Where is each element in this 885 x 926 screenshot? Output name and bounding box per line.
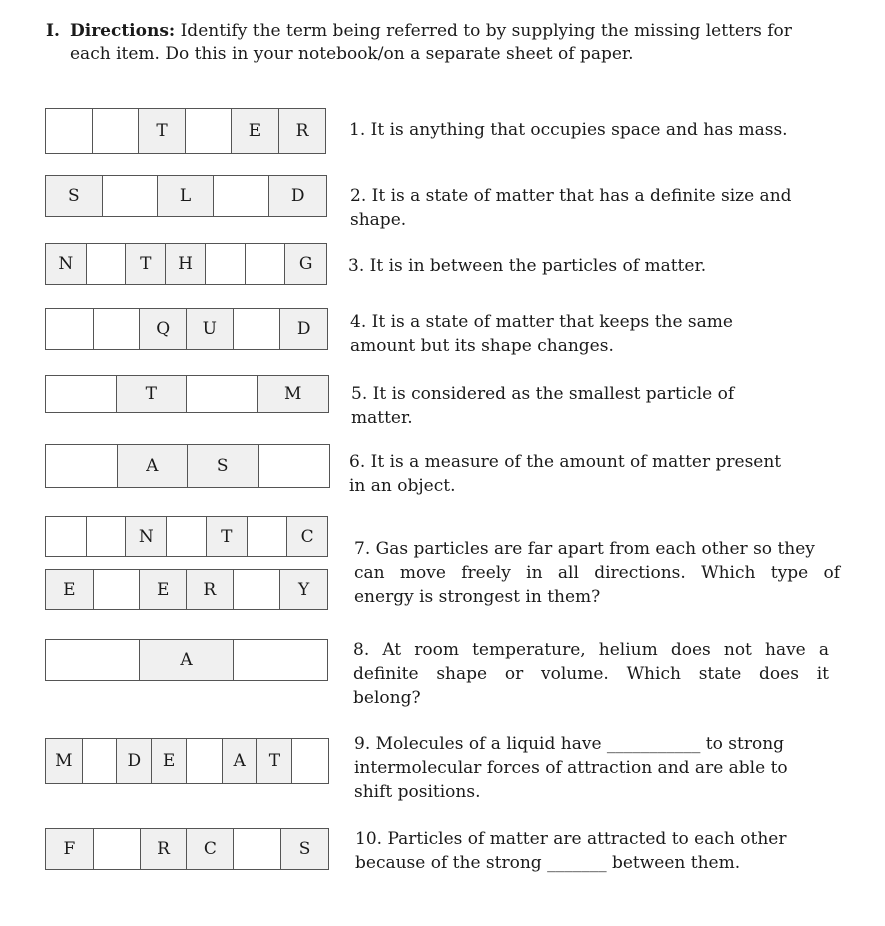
- letter-box[interactable]: [46, 109, 93, 153]
- question-line: amount but its shape changes.: [350, 336, 614, 356]
- letter-box: D: [280, 309, 327, 349]
- question-4: [350, 310, 830, 358]
- directions: [46, 20, 846, 66]
- letter-box: U: [187, 309, 234, 349]
- letter-box[interactable]: [187, 739, 223, 783]
- letter-box: R: [141, 829, 188, 869]
- question-line: energy is strongest in them?: [354, 587, 601, 607]
- question-line: 4. It is a state of matter that keeps the same: [350, 312, 733, 332]
- letter-box: N: [46, 244, 87, 284]
- letter-grid-9: [45, 738, 329, 784]
- letter-grid-7a: [45, 516, 328, 557]
- question-line: belong?: [353, 688, 421, 708]
- letter-box[interactable]: [187, 376, 258, 412]
- question-line: 5. It is considered as the smallest particle of: [351, 384, 735, 404]
- letter-grid-6: [45, 444, 330, 488]
- letter-box: F: [46, 829, 94, 869]
- letter-box: L: [158, 176, 214, 216]
- letter-box: R: [187, 570, 234, 609]
- letter-box[interactable]: [234, 829, 281, 869]
- letter-box[interactable]: [234, 640, 327, 680]
- letter-box: T: [207, 517, 248, 556]
- letter-box[interactable]: [46, 445, 118, 487]
- question-line: 7. Gas particles are far apart from each other so they: [354, 539, 815, 559]
- letter-box: D: [117, 739, 152, 783]
- letter-box: M: [46, 739, 83, 783]
- letter-box: R: [279, 109, 325, 153]
- question-line: can move freely in all directions. Which type of: [354, 563, 840, 583]
- letter-box: A: [223, 739, 258, 783]
- question-line: 9. Molecules of a liquid have ___________ to strong: [354, 734, 785, 754]
- letter-box: C: [187, 829, 234, 869]
- letter-grid-1: [45, 108, 326, 154]
- letter-box[interactable]: [292, 739, 328, 783]
- letter-box: Q: [140, 309, 187, 349]
- letter-box[interactable]: [234, 570, 281, 609]
- letter-box[interactable]: [87, 517, 127, 556]
- question-line: in an object.: [349, 476, 456, 496]
- letter-box[interactable]: [46, 309, 94, 349]
- letter-box[interactable]: [103, 176, 159, 216]
- question-line: matter.: [351, 408, 413, 428]
- letter-box: S: [281, 829, 328, 869]
- question-line: 6. It is a measure of the amount of matter present: [349, 452, 782, 472]
- question-line: because of the strong _______ between them.: [355, 853, 741, 873]
- letter-box: T: [126, 244, 166, 284]
- letter-grid-3: [45, 243, 327, 285]
- question-8: [353, 638, 829, 710]
- letter-box: C: [287, 517, 327, 556]
- directions-line-1: [46, 20, 846, 43]
- letter-box: G: [285, 244, 326, 284]
- question-9: [354, 732, 834, 804]
- question-line: 3. It is in between the particles of matter.: [348, 256, 707, 276]
- letter-grid-7b: [45, 569, 328, 610]
- question-10: [355, 827, 839, 875]
- question-line: intermolecular forces of attraction and are able to: [354, 758, 788, 778]
- letter-box[interactable]: [234, 309, 281, 349]
- letter-grid-4: [45, 308, 328, 350]
- letter-box[interactable]: [94, 829, 141, 869]
- directions-text-2: each item. Do this in your notebook/on a separate sheet of paper.: [70, 44, 634, 64]
- letter-box[interactable]: [186, 109, 232, 153]
- letter-box[interactable]: [94, 309, 141, 349]
- letter-box: E: [140, 570, 187, 609]
- question-1: [349, 118, 849, 142]
- section-number: I.: [46, 21, 60, 41]
- directions-text-1: Identify the term being referred to by supplying the missing letters for: [180, 21, 792, 41]
- question-2: [350, 184, 830, 232]
- question-line: 8. At room temperature, helium does not have a: [353, 640, 829, 660]
- letter-box: A: [140, 640, 233, 680]
- letter-box: E: [46, 570, 94, 609]
- letter-box: D: [269, 176, 326, 216]
- letter-box[interactable]: [206, 244, 246, 284]
- directions-label: Directions:: [70, 21, 176, 41]
- letter-box[interactable]: [167, 517, 207, 556]
- question-line: shape.: [350, 210, 407, 230]
- question-line: definite shape or volume. Which state does it: [353, 664, 829, 684]
- question-6: [349, 450, 829, 498]
- letter-grid-10: [45, 828, 329, 870]
- letter-box[interactable]: [259, 445, 330, 487]
- letter-box: M: [258, 376, 329, 412]
- question-line: 1. It is anything that occupies space and has mass.: [349, 120, 788, 140]
- letter-box[interactable]: [246, 244, 286, 284]
- question-3: [348, 254, 828, 278]
- letter-box: S: [188, 445, 259, 487]
- letter-grid-2: [45, 175, 327, 217]
- question-line: 2. It is a state of matter that has a definite size and: [350, 186, 792, 206]
- letter-box: Y: [280, 570, 327, 609]
- letter-grid-5: [45, 375, 329, 413]
- letter-box: S: [46, 176, 103, 216]
- letter-box[interactable]: [83, 739, 118, 783]
- letter-box: T: [257, 739, 292, 783]
- letter-box: E: [232, 109, 279, 153]
- letter-box[interactable]: [46, 376, 117, 412]
- letter-box[interactable]: [87, 244, 127, 284]
- letter-box: E: [152, 739, 187, 783]
- question-line: 10. Particles of matter are attracted to each other: [355, 829, 787, 849]
- letter-box[interactable]: [46, 517, 87, 556]
- letter-box[interactable]: [94, 570, 141, 609]
- letter-box[interactable]: [46, 640, 140, 680]
- question-7: [354, 537, 840, 609]
- letter-box: T: [139, 109, 186, 153]
- letter-grid-8: [45, 639, 328, 681]
- letter-box: A: [118, 445, 189, 487]
- letter-box[interactable]: [248, 517, 288, 556]
- letter-box: T: [117, 376, 188, 412]
- letter-box: N: [126, 517, 167, 556]
- question-line: shift positions.: [354, 782, 481, 802]
- letter-box[interactable]: [214, 176, 270, 216]
- letter-box[interactable]: [93, 109, 139, 153]
- letter-box: H: [166, 244, 206, 284]
- question-5: [351, 382, 831, 430]
